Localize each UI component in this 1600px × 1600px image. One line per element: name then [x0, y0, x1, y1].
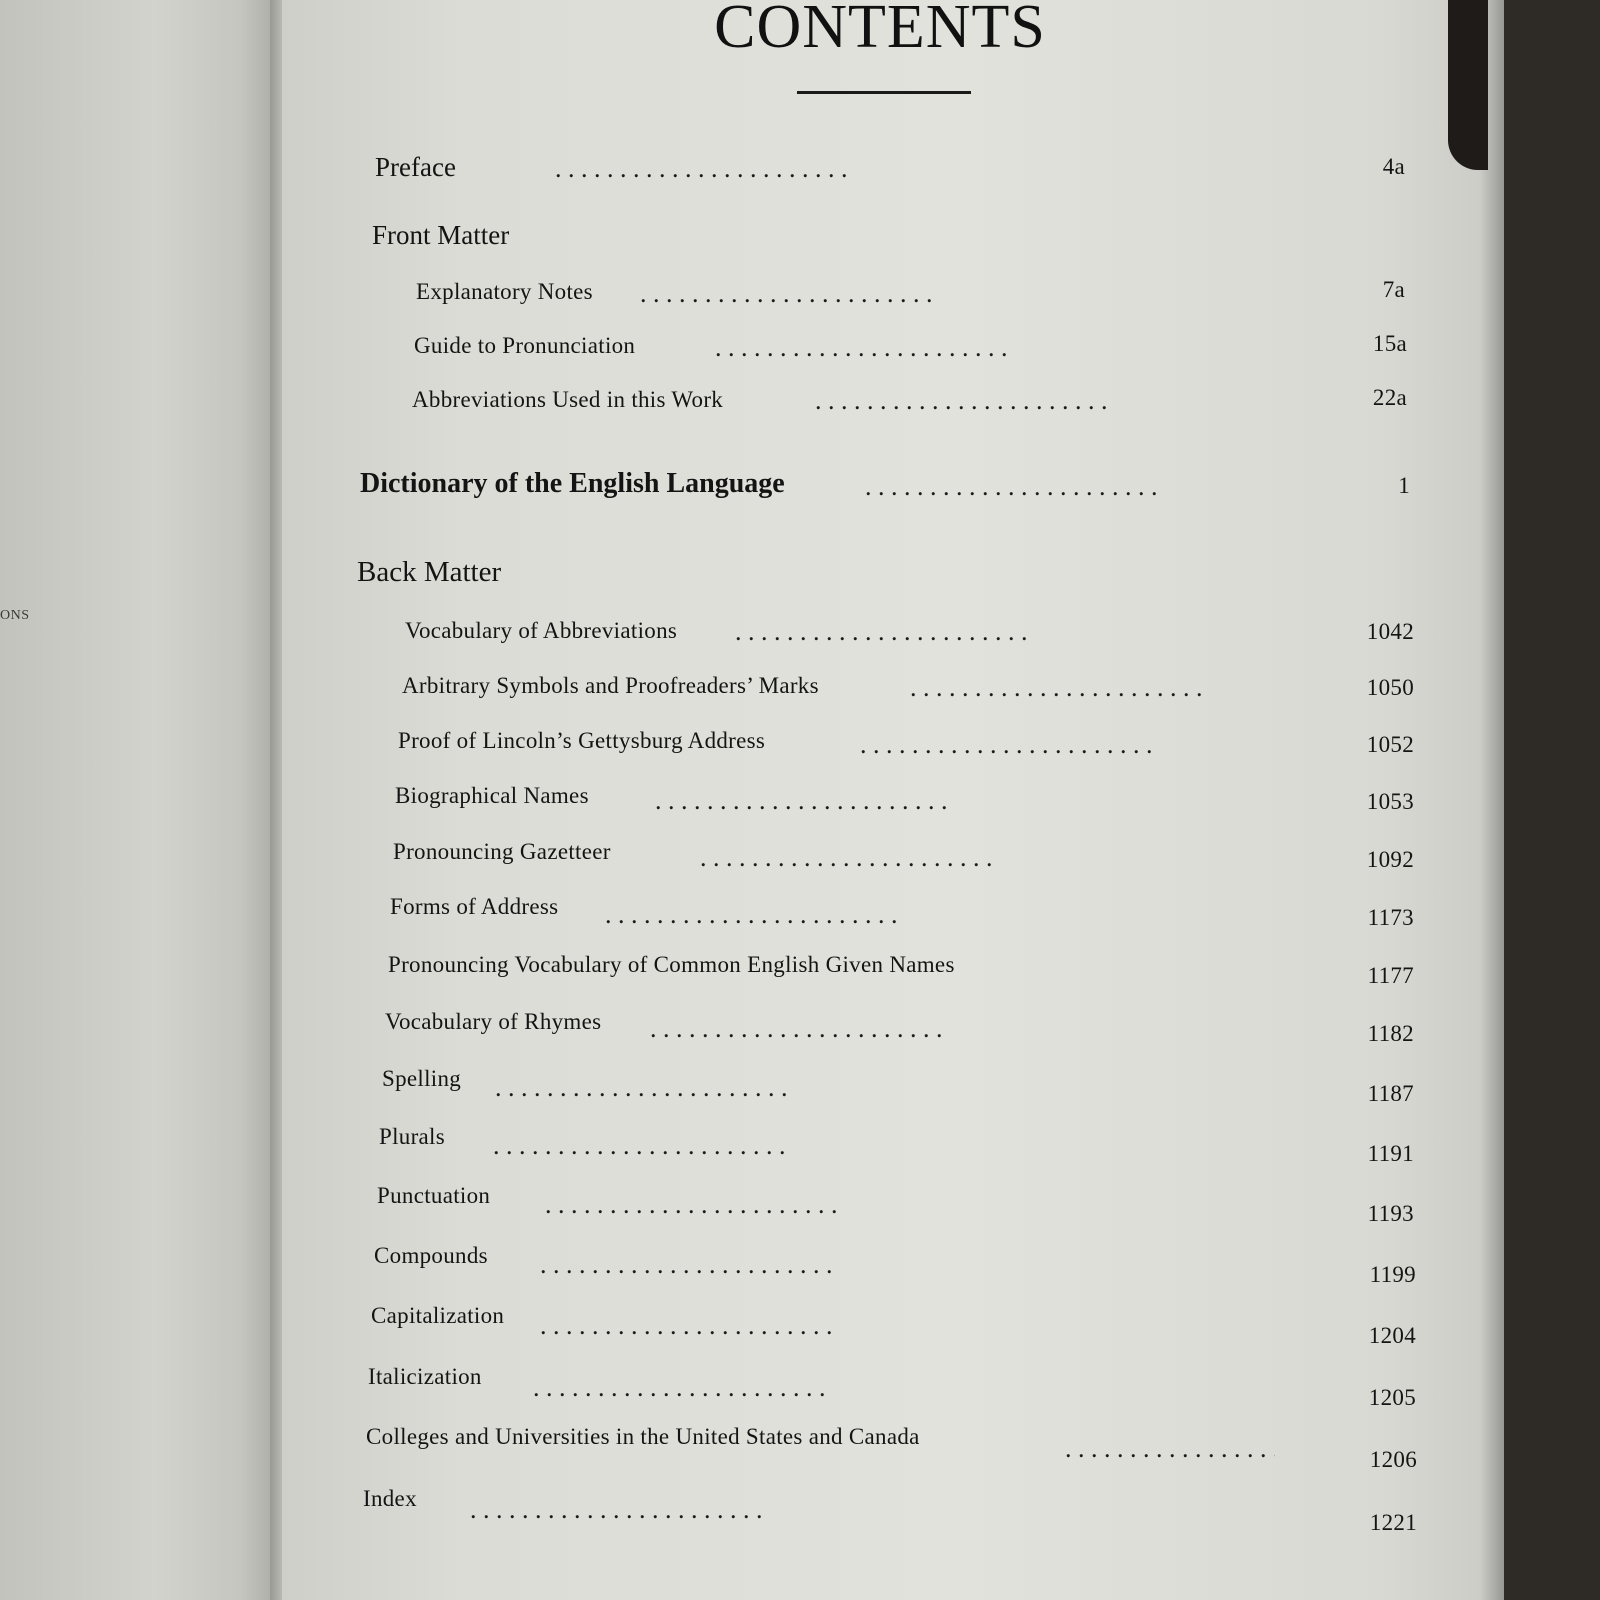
dot-leader	[715, 335, 1275, 361]
dot-leader	[640, 281, 1270, 307]
toc-entry-vocabulary-of-abbreviations[interactable]: Vocabulary of Abbreviations	[405, 618, 678, 643]
dot-leader	[1065, 1436, 1275, 1462]
dot-leader	[540, 1313, 1275, 1339]
toc-entry-spelling[interactable]: Spelling	[382, 1066, 462, 1091]
dot-leader	[860, 732, 1275, 758]
toc-page-index[interactable]: 1221	[1369, 1510, 1417, 1535]
dot-leader	[700, 845, 1275, 871]
toc-page-punctuation[interactable]: 1193	[1367, 1201, 1414, 1226]
toc-page-arbitrary-symbols[interactable]: 1050	[1366, 675, 1414, 700]
toc-section-front-matter[interactable]: Front Matter	[372, 220, 510, 250]
toc-page-italicization[interactable]: 1205	[1368, 1385, 1416, 1410]
dot-leader	[655, 788, 1275, 814]
toc-entry-italicization[interactable]: Italicization	[368, 1364, 482, 1389]
dot-leader	[650, 1016, 1275, 1042]
toc-entry-preface[interactable]: Preface	[375, 152, 456, 182]
toc-entry-forms-of-address[interactable]: Forms of Address	[390, 894, 559, 919]
page-edge-shadow	[1480, 0, 1504, 1600]
dot-leader	[533, 1375, 1275, 1401]
toc-entry-compounds[interactable]: Compounds	[374, 1243, 488, 1268]
toc-entry-index[interactable]: Index	[363, 1486, 417, 1511]
toc-page-dictionary[interactable]: 1	[1398, 473, 1410, 498]
dot-leader	[605, 902, 1275, 928]
left-page	[0, 0, 282, 1600]
dot-leader	[865, 474, 1275, 500]
toc-section-back-matter[interactable]: Back Matter	[357, 556, 502, 588]
dot-leader	[735, 619, 1275, 645]
toc-page-spelling[interactable]: 1187	[1367, 1081, 1414, 1106]
title-rule	[797, 91, 971, 94]
toc-page-given-names[interactable]: 1177	[1367, 963, 1414, 988]
dot-leader	[910, 675, 1275, 701]
toc-entry-dictionary[interactable]: Dictionary of the English Language	[360, 468, 785, 499]
toc-page-forms-of-address[interactable]: 1173	[1367, 905, 1414, 930]
toc-page-vocabulary-of-rhymes[interactable]: 1182	[1367, 1021, 1414, 1046]
dot-leader	[470, 1497, 1275, 1523]
toc-entry-pronouncing-gazetteer[interactable]: Pronouncing Gazetteer	[393, 839, 611, 864]
toc-page-compounds[interactable]: 1199	[1369, 1262, 1416, 1287]
toc-entry-punctuation[interactable]: Punctuation	[377, 1183, 491, 1208]
toc-page-vocabulary-of-abbreviations[interactable]: 1042	[1366, 619, 1414, 644]
toc-entry-biographical-names[interactable]: Biographical Names	[395, 783, 589, 808]
toc-entry-plurals[interactable]: Plurals	[379, 1124, 445, 1149]
dot-leader	[495, 1075, 1275, 1101]
toc-page-capitalization[interactable]: 1204	[1368, 1323, 1416, 1348]
toc-entry-given-names[interactable]: Pronouncing Vocabulary of Common English Given Names	[388, 952, 955, 977]
toc-entry-explanatory-notes[interactable]: Explanatory Notes	[416, 279, 593, 304]
toc-page-biographical-names[interactable]: 1053	[1366, 789, 1414, 814]
toc-entry-gettysburg-address[interactable]: Proof of Lincoln’s Gettysburg Address	[398, 728, 766, 753]
toc-page-guide-to-pronunciation[interactable]: 15a	[1372, 331, 1407, 356]
dot-leader	[545, 1192, 1275, 1218]
toc-entry-capitalization[interactable]: Capitalization	[371, 1303, 505, 1328]
toc-entry-vocabulary-of-rhymes[interactable]: Vocabulary of Rhymes	[385, 1009, 602, 1034]
toc-entry-guide-to-pronunciation[interactable]: Guide to Pronunciation	[414, 333, 636, 358]
dot-leader	[493, 1133, 1273, 1159]
toc-entry-colleges-universities[interactable]: Colleges and Universities in the United States and Canada	[366, 1424, 920, 1449]
toc-page-abbreviations-used[interactable]: 22a	[1372, 385, 1407, 410]
dot-leader	[555, 156, 1275, 182]
left-page-text-fragment: ONS	[0, 608, 30, 623]
dot-leader	[815, 388, 1275, 414]
toc-entry-arbitrary-symbols[interactable]: Arbitrary Symbols and Proofreaders’ Marks	[402, 673, 819, 698]
toc-page-colleges-universities[interactable]: 1206	[1369, 1447, 1417, 1472]
toc-page-gettysburg-address[interactable]: 1052	[1366, 732, 1414, 757]
toc-page-explanatory-notes[interactable]: 7a	[1382, 277, 1405, 302]
toc-page-pronouncing-gazetteer[interactable]: 1092	[1366, 847, 1414, 872]
toc-entry-abbreviations-used[interactable]: Abbreviations Used in this Work	[412, 387, 724, 412]
page-title: CONTENTS	[714, 0, 1046, 61]
dot-leader	[540, 1252, 1275, 1278]
toc-page-preface[interactable]: 4a	[1382, 154, 1405, 179]
toc-page-plurals[interactable]: 1191	[1367, 1141, 1414, 1166]
